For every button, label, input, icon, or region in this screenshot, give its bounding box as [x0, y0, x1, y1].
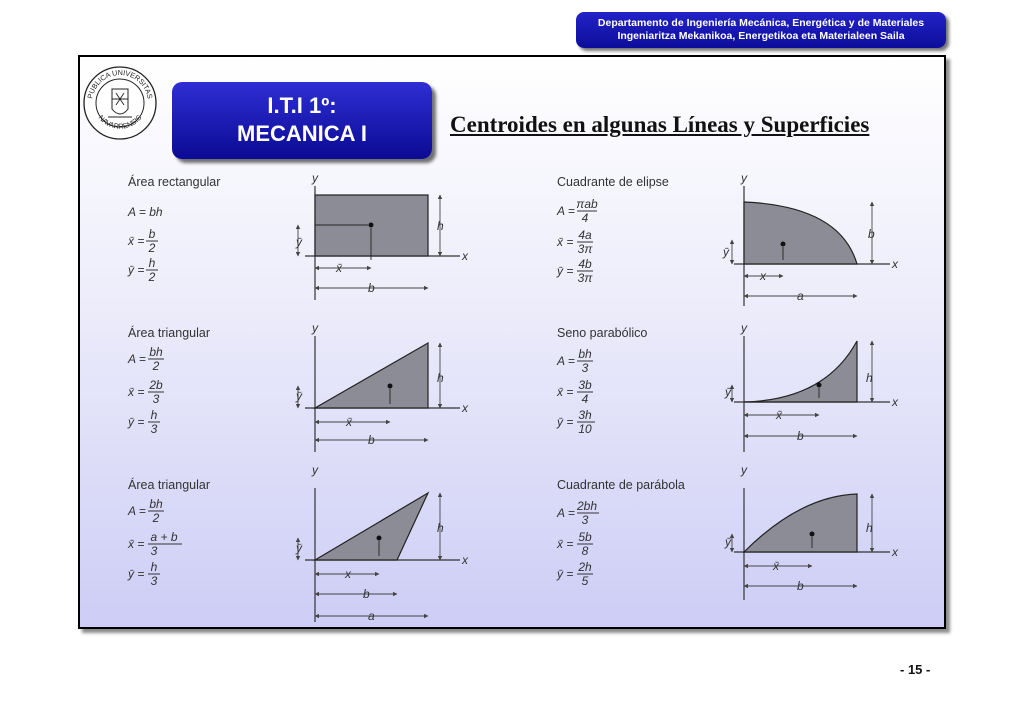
- xbar-denominator: 8: [581, 544, 589, 558]
- area-label: A =: [557, 204, 575, 218]
- ybar-numerator: 2h: [578, 560, 592, 574]
- axis-x-label: x: [462, 553, 468, 567]
- formula-parabolic-spandrel: [556, 326, 647, 436]
- svg-text:NAVARRENSIS: NAVARRENSIS: [96, 113, 144, 131]
- xbar-denominator: 3: [152, 392, 160, 406]
- dim-xbar: x̄: [773, 559, 779, 573]
- dim-h: h: [437, 219, 444, 233]
- department-line-eu: Ingeniaritza Mekanikoa, Energetikoa eta Materialeen Saila: [617, 30, 905, 42]
- area-denominator: 2: [152, 359, 160, 373]
- xbar-numerator: 5b: [578, 530, 592, 544]
- ybar-label: ȳ =: [557, 567, 574, 581]
- axis-y-label: y: [312, 463, 318, 477]
- ybar-numerator: 4b: [578, 257, 592, 271]
- xbar-label: x̄ =: [557, 235, 574, 249]
- dim-ybar: ȳ: [725, 535, 731, 549]
- area-numerator: bh: [578, 347, 592, 361]
- ybar-denominator: 3π: [577, 271, 593, 285]
- dim-b: b: [797, 429, 804, 443]
- area-denominator: 3: [581, 361, 589, 375]
- dim-ybar: ȳ: [296, 541, 302, 555]
- xbar-label: x̄ =: [128, 537, 145, 551]
- xbar-label: x̄ =: [557, 537, 574, 551]
- dim-b: b: [368, 433, 375, 447]
- diagram-general-triangle: [295, 463, 469, 623]
- xbar-numerator: 3b: [578, 378, 592, 392]
- shape-name: Seno parabólico: [557, 326, 648, 340]
- slide-title: Centroides en algunas Líneas y Superficies: [450, 112, 870, 137]
- axis-x-label: x: [892, 257, 898, 271]
- ybar-label: ȳ =: [557, 415, 574, 429]
- ybar-numerator: 3h: [578, 408, 592, 422]
- area-label: A =: [128, 504, 146, 518]
- dim-xbar: x̄: [346, 415, 352, 429]
- dim-b: b: [797, 579, 804, 593]
- xbar-label: x̄ =: [128, 385, 145, 399]
- axis-y-label: y: [741, 321, 747, 335]
- dim-ybar: ȳ: [723, 245, 729, 259]
- axis-x-label: x: [462, 249, 468, 263]
- xbar-label: x̄ =: [128, 234, 145, 248]
- dim-xbar: x: [760, 269, 766, 283]
- axis-x-label: x: [462, 401, 468, 415]
- axis-x-label: x: [892, 395, 898, 409]
- dim-xbar: x̄: [336, 261, 342, 275]
- diagram-quarter-ellipse: [722, 171, 899, 306]
- area-formula: A = bh: [128, 205, 163, 219]
- shape-name: Área rectangular: [128, 175, 221, 189]
- area-denominator: 2: [152, 511, 160, 525]
- diagram-triangle: [295, 321, 469, 452]
- xbar-denominator: 3: [150, 544, 158, 558]
- area-numerator: bh: [149, 497, 163, 511]
- ybar-label: ȳ =: [128, 567, 145, 581]
- ybar-label: ȳ =: [557, 264, 574, 278]
- department-line-es: Departamento de Ingeniería Mecánica, Energética y de Materiales: [597, 17, 925, 29]
- area-numerator: bh: [149, 345, 163, 359]
- area-label: A =: [557, 354, 575, 368]
- dim-h: h: [866, 521, 873, 535]
- dim-ybar: ȳ: [725, 385, 731, 399]
- dim-b: b: [363, 587, 370, 601]
- ybar-denominator: 5: [581, 574, 589, 588]
- ybar-denominator: 3: [150, 422, 158, 436]
- area-label: A =: [128, 352, 146, 366]
- formula-rectangle: [127, 174, 220, 284]
- area-denominator: 3: [581, 513, 589, 527]
- dim-a: a: [368, 609, 375, 623]
- department-banner: [576, 12, 946, 48]
- dim-a: a: [797, 289, 804, 303]
- area-denominator: 4: [581, 211, 589, 225]
- formula-parabolic-quadrant: [556, 478, 685, 588]
- formula-quarter-ellipse: [556, 175, 669, 285]
- shape-name: Área triangular: [128, 326, 210, 340]
- xbar-numerator: 2b: [149, 378, 163, 392]
- dim-h: h: [866, 371, 873, 385]
- course-code: I.T.I 1º:: [267, 93, 337, 118]
- diagram-rectangle: [295, 171, 469, 300]
- axis-y-label: y: [741, 171, 747, 185]
- shape-name: Área triangular: [128, 478, 210, 492]
- dim-xbar: x: [345, 567, 351, 581]
- ybar-denominator: 3: [150, 574, 158, 588]
- dim-b: b: [368, 281, 375, 295]
- ybar-numerator: h: [150, 408, 158, 422]
- axis-y-label: y: [312, 171, 318, 185]
- xbar-denominator: 4: [581, 392, 589, 406]
- dim-xbar: x̄: [776, 408, 782, 422]
- svg-text:PUBLICA UNIVERSITAS: PUBLICA UNIVERSITAS: [85, 67, 155, 100]
- xbar-numerator: a + b: [150, 530, 178, 544]
- shape-name: Cuadrante de elipse: [557, 175, 669, 189]
- area-numerator: πab: [576, 197, 598, 211]
- ybar-numerator: h: [150, 560, 158, 574]
- xbar-label: x̄ =: [557, 385, 574, 399]
- area-label: A =: [557, 506, 575, 520]
- xbar-numerator: 4a: [578, 228, 592, 242]
- dim-ybar: ȳ: [296, 389, 302, 403]
- centroid-table-figure: [80, 160, 920, 630]
- diagram-parabolic-quadrant: [724, 463, 899, 600]
- xbar-denominator: 2: [148, 241, 156, 255]
- ybar-numerator: h: [148, 256, 156, 270]
- ybar-denominator: 2: [148, 270, 156, 284]
- shape-name: Cuadrante de parábola: [557, 478, 685, 492]
- axis-x-label: x: [892, 545, 898, 559]
- formula-general-triangle: [127, 477, 210, 588]
- university-seal-logo: [82, 65, 158, 141]
- course-name: MECANICA I: [237, 121, 367, 146]
- ybar-denominator: 10: [578, 422, 592, 436]
- dim-h: h: [437, 371, 444, 385]
- dim-ybar: ȳ: [296, 235, 302, 249]
- ybar-label: ȳ =: [128, 263, 145, 277]
- page-number: - 15 -: [900, 662, 931, 677]
- course-badge: [172, 82, 432, 159]
- diagram-parabolic-spandrel: [724, 321, 899, 452]
- ybar-label: ȳ =: [128, 415, 145, 429]
- area-numerator: 2bh: [576, 499, 598, 513]
- formula-triangle: [127, 325, 210, 436]
- xbar-denominator: 3π: [577, 242, 593, 256]
- dim-b: b: [868, 227, 875, 241]
- axis-y-label: y: [741, 463, 747, 477]
- xbar-numerator: b: [148, 227, 156, 241]
- axis-y-label: y: [312, 321, 318, 335]
- dim-h: h: [437, 521, 444, 535]
